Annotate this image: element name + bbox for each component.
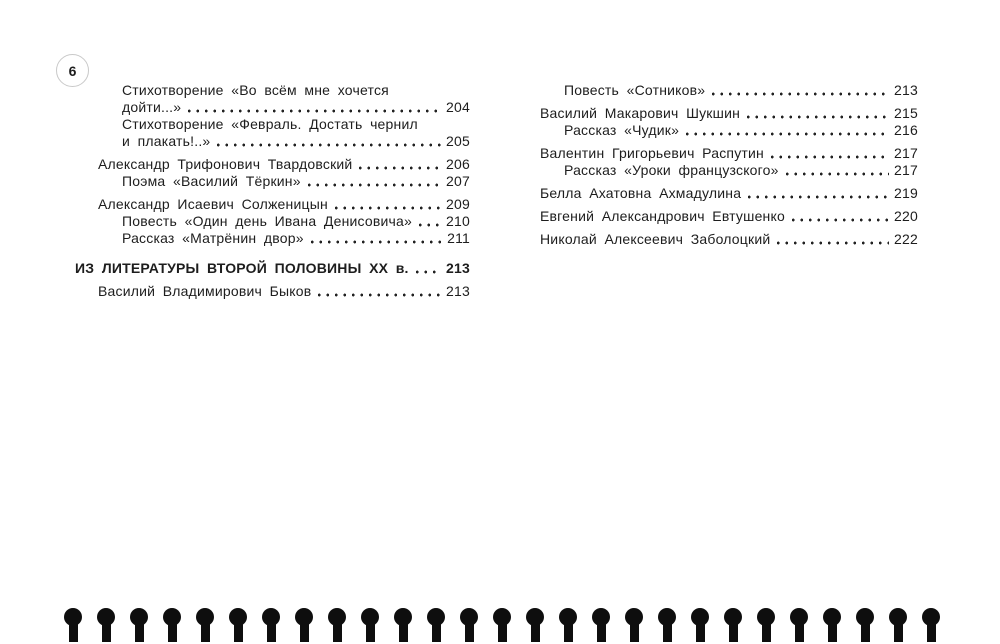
- toc-entry-page-number: 216: [894, 122, 918, 138]
- toc-entry-line: [122, 116, 470, 133]
- toc-entry-line: [122, 173, 470, 190]
- decoration-pin-icon: [64, 608, 82, 642]
- toc-entry-page-number: 213: [894, 82, 918, 98]
- decoration-pin-icon: [658, 608, 676, 642]
- decoration-pin-icon: [757, 608, 775, 642]
- dot-leader: [783, 172, 889, 176]
- toc-entry-line: [540, 185, 918, 202]
- decoration-pin-icon: [625, 608, 643, 642]
- toc-column-left: [75, 82, 470, 300]
- decoration-pin-icon: [526, 608, 544, 642]
- toc-entry-title: ИЗ ЛИТЕРАТУРЫ ВТОРОЙ ПОЛОВИНЫ XX в.: [75, 260, 409, 276]
- toc-entry-title: Рассказ «Уроки французского»: [564, 162, 779, 178]
- toc-entry: [517, 162, 918, 179]
- decoration-pin-icon: [493, 608, 511, 642]
- decoration-pin-icon: [559, 608, 577, 642]
- toc-entry-title: Александр Трифонович Твардовский: [98, 156, 353, 172]
- toc-entry-title: Александр Исаевич Солженицын: [98, 196, 328, 212]
- toc-column-right: [517, 82, 918, 300]
- toc-entry-line: [564, 82, 918, 99]
- toc-entry: [75, 230, 470, 247]
- dot-leader: [744, 115, 889, 119]
- toc-entry: [75, 260, 470, 277]
- decoration-pin-icon: [229, 608, 247, 642]
- toc-entry-title: Поэма «Василий Тёркин»: [122, 173, 301, 189]
- toc-entry-page-number: 210: [446, 213, 470, 229]
- decoration-pin-icon: [295, 608, 313, 642]
- toc-entry-page-number: 209: [446, 196, 470, 212]
- toc-entry-title: Стихотворение «Февраль. Достать чернил: [122, 116, 418, 132]
- toc-entry-line: [122, 230, 470, 247]
- toc-entry-page-number: 217: [894, 145, 918, 161]
- toc-columns: [75, 82, 918, 300]
- toc-entry: [517, 208, 918, 225]
- toc-entry-title: Евгений Александрович Евтушенко: [540, 208, 785, 224]
- toc-entry-line: [75, 260, 470, 277]
- toc-entry: [517, 122, 918, 139]
- dot-leader: [745, 195, 889, 199]
- decoration-pin-icon: [724, 608, 742, 642]
- decoration-pin-icon: [790, 608, 808, 642]
- decoration-pin-icon: [328, 608, 346, 642]
- toc-entry-page-number: 213: [446, 260, 470, 276]
- decoration-pin-icon: [130, 608, 148, 642]
- toc-entry-page-number: 211: [447, 230, 470, 246]
- page-number: 6: [68, 62, 77, 79]
- toc-entry-title: Рассказ «Чудик»: [564, 122, 680, 138]
- toc-entry-title: Рассказ «Матрёнин двор»: [122, 230, 304, 246]
- toc-entry-title: Белла Ахатовна Ахмадулина: [540, 185, 742, 201]
- dot-leader: [789, 218, 889, 222]
- decoration-pin-icon: [691, 608, 709, 642]
- toc-entry: [75, 283, 470, 300]
- dot-leader: [214, 143, 441, 147]
- dot-leader: [305, 183, 441, 187]
- dot-leader: [709, 92, 889, 96]
- toc-entry: [517, 145, 918, 162]
- toc-entry-line: [98, 196, 470, 213]
- toc-entry-page-number: 215: [894, 105, 918, 121]
- toc-entry-line: [564, 162, 918, 179]
- toc-entry-line: [122, 133, 470, 150]
- dot-leader: [683, 132, 889, 136]
- decoration-pin-icon: [889, 608, 907, 642]
- toc-entry-page-number: 217: [894, 162, 918, 178]
- dot-leader: [416, 223, 441, 227]
- toc-entry: [517, 231, 918, 248]
- toc-entry-title: дойти...»: [122, 99, 182, 115]
- toc-entry-page-number: 205: [446, 133, 470, 149]
- toc-entry: [75, 213, 470, 230]
- toc-entry: [517, 185, 918, 202]
- toc-entry: [75, 116, 470, 150]
- toc-entry-page-number: 213: [446, 283, 470, 299]
- toc-entry: [75, 82, 470, 116]
- toc-entry-page-number: 207: [446, 173, 470, 189]
- decoration-pin-icon: [196, 608, 214, 642]
- decoration-pin-icon: [460, 608, 478, 642]
- toc-entry-line: [540, 145, 918, 162]
- toc-entry-title: Повесть «Сотников»: [564, 82, 706, 98]
- toc-entry: [75, 173, 470, 190]
- dot-leader: [768, 155, 889, 159]
- dot-leader: [356, 166, 441, 170]
- toc-entry: [75, 156, 470, 173]
- toc-entry-title: Стихотворение «Во всём мне хочется: [122, 82, 389, 98]
- toc-entry-line: [122, 213, 470, 230]
- decoration-pin-icon: [394, 608, 412, 642]
- dot-leader: [332, 206, 441, 210]
- toc-entry-line: [98, 156, 470, 173]
- decoration-pin-icon: [163, 608, 181, 642]
- decoration-pin-icon: [823, 608, 841, 642]
- toc-entry: [517, 105, 918, 122]
- toc-entry-line: [98, 283, 470, 300]
- toc-entry-line: [540, 231, 918, 248]
- toc-entry: [75, 196, 470, 213]
- toc-entry-line: [540, 208, 918, 225]
- dot-leader: [413, 270, 441, 274]
- dot-leader: [315, 293, 441, 297]
- toc-entry-line: [122, 82, 470, 99]
- toc-entry-page-number: 220: [894, 208, 918, 224]
- dot-leader: [308, 240, 441, 244]
- decorative-pins-row: [64, 608, 955, 642]
- toc-entry-line: [564, 122, 918, 139]
- toc-entry-title: Валентин Григорьевич Распутин: [540, 145, 764, 161]
- toc-entry-page-number: 222: [894, 231, 918, 247]
- toc-entry-page-number: 206: [446, 156, 470, 172]
- toc-entry-page-number: 204: [446, 99, 470, 115]
- toc-entry-page-number: 219: [894, 185, 918, 201]
- decoration-pin-icon: [427, 608, 445, 642]
- decoration-pin-icon: [592, 608, 610, 642]
- toc-entry: [517, 82, 918, 99]
- toc-entry-title: Василий Макарович Шукшин: [540, 105, 741, 121]
- dot-leader: [185, 109, 441, 113]
- decoration-pin-icon: [922, 608, 940, 642]
- toc-entry-title: Василий Владимирович Быков: [98, 283, 312, 299]
- decoration-pin-icon: [856, 608, 874, 642]
- toc-entry-line: [122, 99, 470, 116]
- toc-entry-title: Николай Алексеевич Заболоцкий: [540, 231, 771, 247]
- decoration-pin-icon: [97, 608, 115, 642]
- toc-entry-title: Повесть «Один день Ивана Денисовича»: [122, 213, 412, 229]
- decoration-pin-icon: [361, 608, 379, 642]
- decoration-pin-icon: [262, 608, 280, 642]
- toc-entry-title: и плакать!..»: [122, 133, 211, 149]
- toc-entry-line: [540, 105, 918, 122]
- dot-leader: [774, 241, 889, 245]
